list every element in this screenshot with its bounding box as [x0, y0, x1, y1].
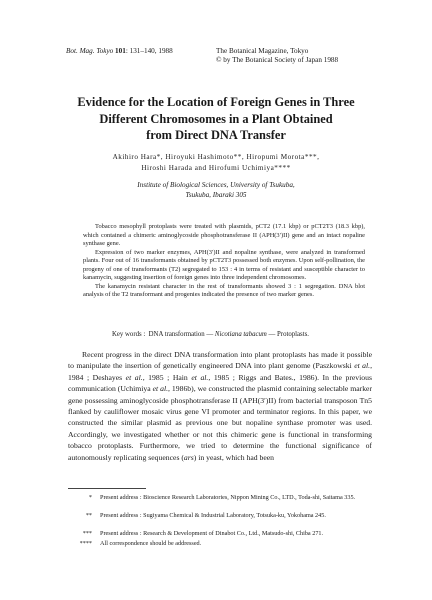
- article-title: [40, 94, 392, 144]
- abstract-paragraph-1: Tobacco mesophyll protoplasts were treated with plasmids, pCT2 (17.1 kbp) or pCT2T3 (18.3 kbp), which contained a chimeric aminoglycoside phosphotransferase II (APH(3′)II) gene and an intact nopaline synthase gene.: [83, 223, 365, 248]
- footnote-text: Present address : Bioscience Research Laboratories, Nippon Mining Co., LTD., Toda-shi, Saitama 335.: [100, 494, 356, 501]
- footnote-text: All correspondence should be addressed.: [100, 540, 202, 547]
- body-italic: ars: [183, 452, 194, 462]
- body-segment: , 1984 ; Deshayes: [68, 361, 372, 382]
- body-italic: et al.: [354, 361, 371, 371]
- title-line-1: Evidence for the Location of Foreign Genes in Three: [77, 95, 355, 109]
- journal-volume: 101: [115, 47, 126, 55]
- abstract-paragraph-2: Expression of two marker enzymes, APH(3′)II and nopaline synthase, were analyzed in transformed plants. Four out of 16 transformants obtained by pCT2T3 possessed both enzymes. Upon self-pollination, the progeny of one of transformants (T2) segregated to 153 : 4 in terms of resistant and susceptible character to kanamycin, suggesting insertion of foreign genes into three independent chromosomes.: [83, 248, 365, 282]
- copyright-notice: [216, 47, 338, 65]
- body-paragraph-1: [68, 349, 372, 463]
- journal-pages-year: : 131–140, 1988: [125, 47, 173, 55]
- copyright-line-1: The Botanical Magazine, Tokyo: [216, 47, 309, 55]
- affiliation: [40, 180, 392, 200]
- affiliation-line-2: Tsukuba, Ibaraki 305: [185, 191, 247, 199]
- title-line-3: from Direct DNA Transfer: [146, 128, 286, 143]
- footnote-3: [70, 530, 372, 538]
- body-italic: et al.: [152, 384, 169, 394]
- journal-citation: [66, 47, 173, 56]
- footnote-mark: ***: [82, 530, 92, 537]
- authors-line-1: Akihiro Hara*, Hiroyuki Hashimoto**, Hiropumi Morota***,: [112, 153, 320, 161]
- footnote-4: [70, 540, 372, 548]
- abstract: [83, 223, 365, 300]
- footnote-mark: ****: [79, 540, 92, 547]
- keyword-2: — Protoplasts.: [268, 331, 309, 338]
- journal-name: Bot. Mag. Tokyo: [66, 47, 114, 55]
- footnote-mark: *: [88, 494, 92, 501]
- footnote-mark: **: [85, 512, 92, 519]
- keyword-species: Nicotiana tabacum: [214, 331, 267, 338]
- footnote-text: Present address : Sugiyama Chemical & Industrial Laboratory, Totsuka-ku, Yokohama 245.: [100, 512, 326, 519]
- abstract-paragraph-3: The kanamycin resistant character in the rest of transformants showed 3 : 1 segregation. DNA blot analysis of the T2 transformant and progenies indicated the presence of two marker genes.: [83, 282, 365, 299]
- keywords-label: Key words :: [112, 331, 146, 338]
- footnote-divider: [68, 488, 146, 489]
- footnote-1: [70, 494, 372, 510]
- footnote-2: [70, 512, 372, 528]
- title-line-2: Different Chromosomes in a Plant Obtained: [99, 111, 333, 126]
- body-italic: et al.: [191, 372, 209, 382]
- body-segment: , 1985 ; Hain: [142, 372, 192, 382]
- body-segment: Recent progress in the direct DNA transformation into plant protoplasts has made it possible to manipulate the insertion of genetically engineered DNA into plant genome (Paszkowski: [68, 350, 372, 371]
- body-italic: et al.: [125, 372, 143, 382]
- footnote-text: Present address : Research & Development of Dinabot Co., Ltd., Matsudo-shi, Chiba 271.: [100, 530, 324, 537]
- body-text: [68, 349, 372, 463]
- keywords: [112, 331, 372, 338]
- body-segment: , 1985 ; Riggs and Bates., 1986). In the previous communication (Uchimiya: [68, 372, 372, 394]
- author-list: [40, 152, 392, 174]
- body-segment: , 1986b), we constructed the plasmid containing selectable marker gene possessing aminoglycoside phosphotransferase II (APH(3′)II) from bacterial transposon Tn5 flanked by cauliflower mosaic virus gene VI promoter and terminator regions. In this paper, we constructed the similar plasmid as previous one but nopaline synthase promoter was used. Accordingly, we investigated whether or not this chimeric gene is functional in transforming tobacco protoplasts. Furthermore, we tried to determine the functional significance of autonomously replicating sequences (: [68, 384, 373, 462]
- authors-line-2: Hiroshi Harada and Hirofumi Uchimiya****: [141, 164, 291, 172]
- affiliation-line-1: Institute of Biological Sciences, University of Tsukuba,: [137, 181, 295, 189]
- keyword-1: DNA transformation —: [148, 331, 214, 338]
- body-segment: ) in yeast, which had been: [193, 452, 275, 462]
- copyright-line-2: © by The Botanical Society of Japan 1988: [216, 56, 339, 64]
